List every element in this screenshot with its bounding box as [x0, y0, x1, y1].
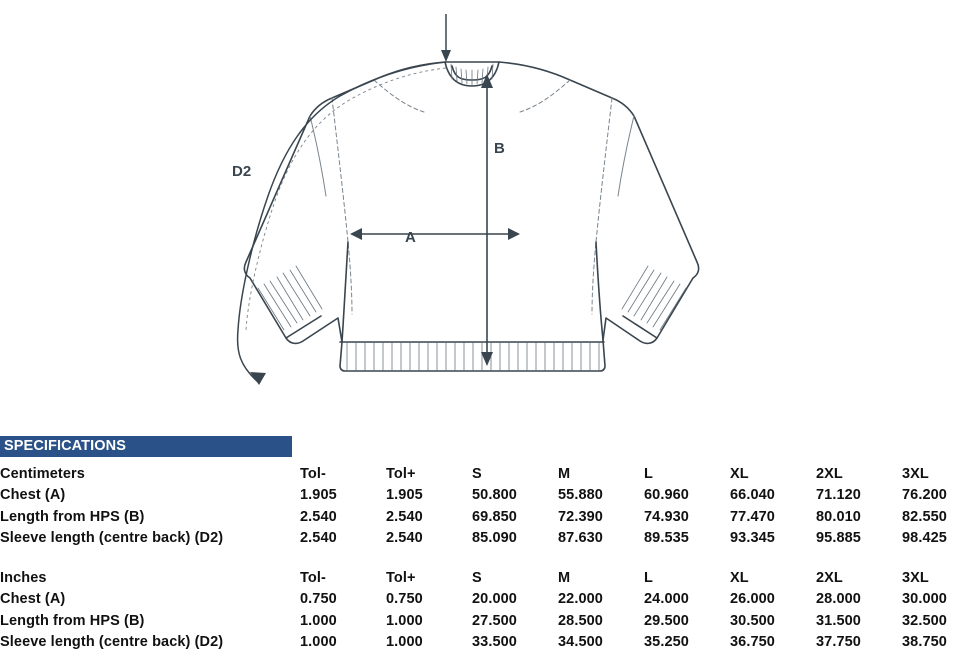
cell-tol-minus: 1.000 — [300, 629, 386, 650]
header-row-centimeters — [0, 460, 960, 482]
cell-s: 85.090 — [472, 525, 558, 547]
cell-xl: 93.345 — [730, 525, 816, 547]
table-row — [0, 482, 960, 504]
cell-tol-plus: 0.750 — [386, 586, 472, 608]
label-a: A — [405, 229, 416, 246]
cell-tol-plus: 1.000 — [386, 629, 472, 650]
column-header-l: L — [644, 460, 730, 482]
column-header-2xl: 2XL — [816, 564, 902, 586]
cell-xl: 77.470 — [730, 503, 816, 525]
cell-tol-plus: 2.540 — [386, 525, 472, 547]
column-header-tol-plus: Tol+ — [386, 564, 472, 586]
table-row — [0, 629, 960, 650]
cell-2xl: 37.750 — [816, 629, 902, 650]
cell-m: 55.880 — [558, 482, 644, 504]
cell-tol-minus: 2.540 — [300, 503, 386, 525]
cell-tol-plus: 1.905 — [386, 482, 472, 504]
header-row-inches — [0, 564, 960, 586]
label-b: B — [494, 140, 505, 157]
cell-m: 87.630 — [558, 525, 644, 547]
column-header-tol-plus: Tol+ — [386, 460, 472, 482]
column-header-3xl: 3XL — [902, 460, 960, 482]
table-row — [0, 503, 960, 525]
row-label: Sleeve length (centre back) (D2) — [0, 525, 300, 547]
column-header-s: S — [472, 564, 558, 586]
cell-l: 35.250 — [644, 629, 730, 650]
specifications-section — [0, 432, 960, 648]
spec-table-inches — [0, 564, 960, 650]
cell-2xl: 95.885 — [816, 525, 902, 547]
column-header-m: M — [558, 564, 644, 586]
cell-l: 24.000 — [644, 586, 730, 608]
row-label: Length from HPS (B) — [0, 607, 300, 629]
column-header-m: M — [558, 460, 644, 482]
cell-tol-minus: 2.540 — [300, 525, 386, 547]
column-header-s: S — [472, 460, 558, 482]
row-label: Chest (A) — [0, 586, 300, 608]
cell-xl: 66.040 — [730, 482, 816, 504]
cell-l: 60.960 — [644, 482, 730, 504]
specifications-banner — [0, 436, 292, 457]
column-header-l: L — [644, 564, 730, 586]
cell-s: 33.500 — [472, 629, 558, 650]
column-header-2xl: 2XL — [816, 460, 902, 482]
column-header-tol-minus: Tol- — [300, 460, 386, 482]
column-header-xl: XL — [730, 564, 816, 586]
cell-tol-plus: 1.000 — [386, 607, 472, 629]
cell-3xl: 38.750 — [902, 629, 960, 650]
column-header-3xl: 3XL — [902, 564, 960, 586]
cell-3xl: 98.425 — [902, 525, 960, 547]
cell-tol-minus: 1.000 — [300, 607, 386, 629]
cell-xl: 30.500 — [730, 607, 816, 629]
cell-xl: 36.750 — [730, 629, 816, 650]
row-label: Length from HPS (B) — [0, 503, 300, 525]
spec-table-centimeters — [0, 460, 960, 546]
table-row — [0, 607, 960, 629]
cell-m: 72.390 — [558, 503, 644, 525]
cell-2xl: 71.120 — [816, 482, 902, 504]
cell-2xl: 28.000 — [816, 586, 902, 608]
cell-xl: 26.000 — [730, 586, 816, 608]
specifications-title: SPECIFICATIONS — [0, 436, 292, 457]
cell-tol-plus: 2.540 — [386, 503, 472, 525]
cell-tol-minus: 1.905 — [300, 482, 386, 504]
cell-s: 50.800 — [472, 482, 558, 504]
table-row — [0, 586, 960, 608]
cell-3xl: 32.500 — [902, 607, 960, 629]
cell-m: 22.000 — [558, 586, 644, 608]
cell-tol-minus: 0.750 — [300, 586, 386, 608]
cell-2xl: 80.010 — [816, 503, 902, 525]
cell-3xl: 76.200 — [902, 482, 960, 504]
cell-l: 89.535 — [644, 525, 730, 547]
cell-m: 34.500 — [558, 629, 644, 650]
cell-2xl: 31.500 — [816, 607, 902, 629]
unit-label-inches: Inches — [0, 564, 300, 586]
label-d2: D2 — [232, 163, 251, 180]
column-header-tol-minus: Tol- — [300, 564, 386, 586]
cell-3xl: 30.000 — [902, 586, 960, 608]
cell-s: 69.850 — [472, 503, 558, 525]
unit-label-centimeters: Centimeters — [0, 460, 300, 482]
cell-l: 29.500 — [644, 607, 730, 629]
row-label: Sleeve length (centre back) (D2) — [0, 629, 300, 650]
cell-m: 28.500 — [558, 607, 644, 629]
cell-s: 20.000 — [472, 586, 558, 608]
table-row — [0, 525, 960, 547]
cell-l: 74.930 — [644, 503, 730, 525]
column-header-xl: XL — [730, 460, 816, 482]
cell-s: 27.500 — [472, 607, 558, 629]
cell-3xl: 82.550 — [902, 503, 960, 525]
row-label: Chest (A) — [0, 482, 300, 504]
